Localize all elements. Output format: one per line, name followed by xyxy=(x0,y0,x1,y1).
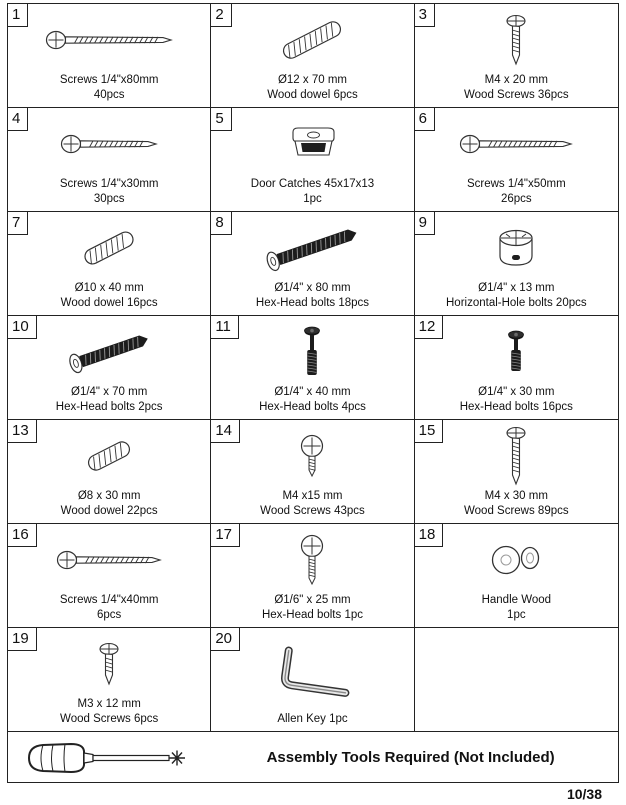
tools-row xyxy=(8,732,618,782)
wood-dowel-40-icon xyxy=(69,212,149,281)
part-caption xyxy=(482,593,551,627)
part-number: 14 xyxy=(211,420,240,443)
part-caption-line2: Wood dowel 22pcs xyxy=(60,505,158,518)
part-cell-17 xyxy=(211,524,414,628)
part-caption xyxy=(256,281,369,315)
part-caption xyxy=(60,593,159,627)
part-number: 7 xyxy=(8,212,28,235)
screw-horizontal-40-icon xyxy=(56,524,162,593)
part-cell-18 xyxy=(415,524,618,628)
part-caption-line1: Handle Wood xyxy=(481,594,552,607)
part-caption-line1: Screws 1/4"x80mm xyxy=(59,74,159,87)
part-caption xyxy=(446,281,587,315)
part-caption-line2: 30pcs xyxy=(93,193,125,206)
part-caption-line2: Wood dowel 16pcs xyxy=(60,297,158,310)
tools-required-label: Assembly Tools Required (Not Included) xyxy=(266,748,555,766)
part-caption-line1: M4 x15 mm xyxy=(282,490,343,503)
part-number: 6 xyxy=(415,108,435,131)
part-number: 16 xyxy=(8,524,37,547)
part-caption xyxy=(259,385,366,419)
part-cell-1 xyxy=(8,4,211,108)
parts-grid xyxy=(8,4,618,732)
part-number: 8 xyxy=(211,212,231,235)
part-cell-6 xyxy=(415,108,618,212)
wood-screw-30-icon xyxy=(503,420,529,489)
part-cell-20 xyxy=(211,628,414,732)
part-caption-line2: Hex-Head bolts 2pcs xyxy=(55,401,163,414)
hardware-parts-sheet xyxy=(7,3,619,783)
part-caption-line1: Ø1/6" x 25 mm xyxy=(274,594,351,607)
part-number: 5 xyxy=(211,108,231,131)
wood-screw-12-icon xyxy=(96,628,122,697)
part-caption-line2: Hex-Head bolts 4pcs xyxy=(259,401,366,414)
part-cell-13 xyxy=(8,420,211,524)
page-number: 10/38 xyxy=(566,786,602,802)
part-number: 1 xyxy=(8,4,28,27)
part-cell-5 xyxy=(211,108,414,212)
part-caption xyxy=(262,593,363,627)
part-caption-line2: Horizontal-Hole bolts 20pcs xyxy=(446,297,587,310)
hex-bolt-diagonal-80-icon xyxy=(258,212,366,281)
part-cell-9 xyxy=(415,212,618,316)
part-caption-line2: Hex-Head bolts 1pc xyxy=(261,609,363,622)
part-caption-line1: Ø1/4" x 30 mm xyxy=(478,386,555,399)
part-cell-12 xyxy=(415,316,618,420)
part-cell-4 xyxy=(8,108,211,212)
part-caption-line1: Door Catches 45x17x13 xyxy=(250,178,375,191)
part-number: 11 xyxy=(211,316,239,339)
door-catch-icon xyxy=(281,108,343,177)
part-caption-line2: 6pcs xyxy=(97,609,122,622)
part-cell-3 xyxy=(415,4,618,108)
part-number: 10 xyxy=(8,316,37,339)
part-caption xyxy=(260,489,365,523)
part-caption xyxy=(267,73,358,107)
part-cell-19 xyxy=(8,628,211,732)
part-caption-line1: Ø12 x 70 mm xyxy=(277,74,347,87)
wood-dowel-70-icon xyxy=(272,4,352,73)
part-caption-line1: M3 x 12 mm xyxy=(77,698,141,711)
part-number: 2 xyxy=(211,4,231,27)
screw-horizontal-80-icon xyxy=(45,4,173,73)
cam-lock-nut-icon xyxy=(492,212,540,281)
part-caption-line1: M4 x 30 mm xyxy=(484,490,548,503)
part-cell-8 xyxy=(211,212,414,316)
part-caption-line2: 40pcs xyxy=(93,89,125,102)
part-caption-line2: 1pc xyxy=(303,193,322,206)
hex-bolt-vertical-40-icon xyxy=(302,316,322,385)
part-caption-line2: Hex-Head bolts 18pcs xyxy=(255,297,370,310)
part-caption xyxy=(467,177,566,211)
part-caption-line1: Ø1/4" x 13 mm xyxy=(478,282,555,295)
screw-horizontal-30-icon xyxy=(60,108,158,177)
part-caption xyxy=(60,73,159,107)
part-caption-line1: Screws 1/4"x30mm xyxy=(59,178,159,191)
part-caption xyxy=(61,281,158,315)
round-head-screw-25-icon xyxy=(297,524,327,593)
part-number: 9 xyxy=(415,212,435,235)
part-cell-14 xyxy=(211,420,414,524)
wood-screw-20-icon xyxy=(503,4,529,73)
part-cell-16 xyxy=(8,524,211,628)
part-caption-line1: Screws 1/4"x50mm xyxy=(466,178,566,191)
screwdriver-icon xyxy=(8,736,209,778)
page-footer xyxy=(0,783,626,802)
part-caption-line2: Wood dowel 6pcs xyxy=(267,89,358,102)
part-cell-7 xyxy=(8,212,211,316)
part-number: 15 xyxy=(415,420,444,443)
part-number: 12 xyxy=(415,316,444,339)
part-caption xyxy=(56,385,163,419)
part-caption xyxy=(464,73,569,107)
part-caption-line2: 26pcs xyxy=(500,193,532,206)
part-caption-line2: Hex-Head bolts 16pcs xyxy=(459,401,573,414)
part-caption-line2: Wood Screws 89pcs xyxy=(464,505,569,518)
part-number: 20 xyxy=(211,628,240,651)
allen-key-icon xyxy=(264,628,360,712)
part-number: 4 xyxy=(8,108,28,131)
hex-bolt-diagonal-70-icon xyxy=(61,316,157,385)
part-number: 18 xyxy=(415,524,444,547)
part-caption-line1: Screws 1/4"x40mm xyxy=(59,594,159,607)
part-caption-line2: Wood Screws 6pcs xyxy=(60,713,159,726)
part-cell-2 xyxy=(211,4,414,108)
part-cell-15 xyxy=(415,420,618,524)
round-head-screw-15-icon xyxy=(297,420,327,489)
part-cell-10 xyxy=(8,316,211,420)
part-caption-line1: Ø1/4" x 40 mm xyxy=(274,386,351,399)
part-caption-line2: Wood Screws 43pcs xyxy=(260,505,365,518)
part-number: 3 xyxy=(415,4,435,27)
part-cell-11 xyxy=(211,316,414,420)
part-number: 19 xyxy=(8,628,37,651)
part-caption xyxy=(460,385,573,419)
part-caption-line1: Ø1/4" x 70 mm xyxy=(71,386,148,399)
handle-knob-icon xyxy=(485,524,547,593)
part-caption-line1: Ø8 x 30 mm xyxy=(77,490,141,503)
part-caption xyxy=(277,712,347,731)
part-number: 13 xyxy=(8,420,37,443)
part-caption-line1: Ø1/4" x 80 mm xyxy=(274,282,351,295)
part-caption-line1: Ø10 x 40 mm xyxy=(74,282,144,295)
part-caption-line2: Wood Screws 36pcs xyxy=(464,89,569,102)
part-caption xyxy=(464,489,569,523)
part-caption-line2: 1pc xyxy=(507,609,526,622)
screw-horizontal-50-icon xyxy=(459,108,573,177)
part-caption xyxy=(60,697,158,731)
part-caption xyxy=(251,177,374,211)
part-caption xyxy=(60,177,159,211)
part-cell-empty xyxy=(415,628,618,732)
part-caption-line1: M4 x 20 mm xyxy=(484,74,548,87)
wood-dowel-30-icon xyxy=(69,420,149,489)
part-caption xyxy=(61,489,158,523)
part-caption-line1: Allen Key 1pc xyxy=(277,713,348,726)
part-number: 17 xyxy=(211,524,240,547)
hex-bolt-vertical-30-icon xyxy=(506,316,526,385)
